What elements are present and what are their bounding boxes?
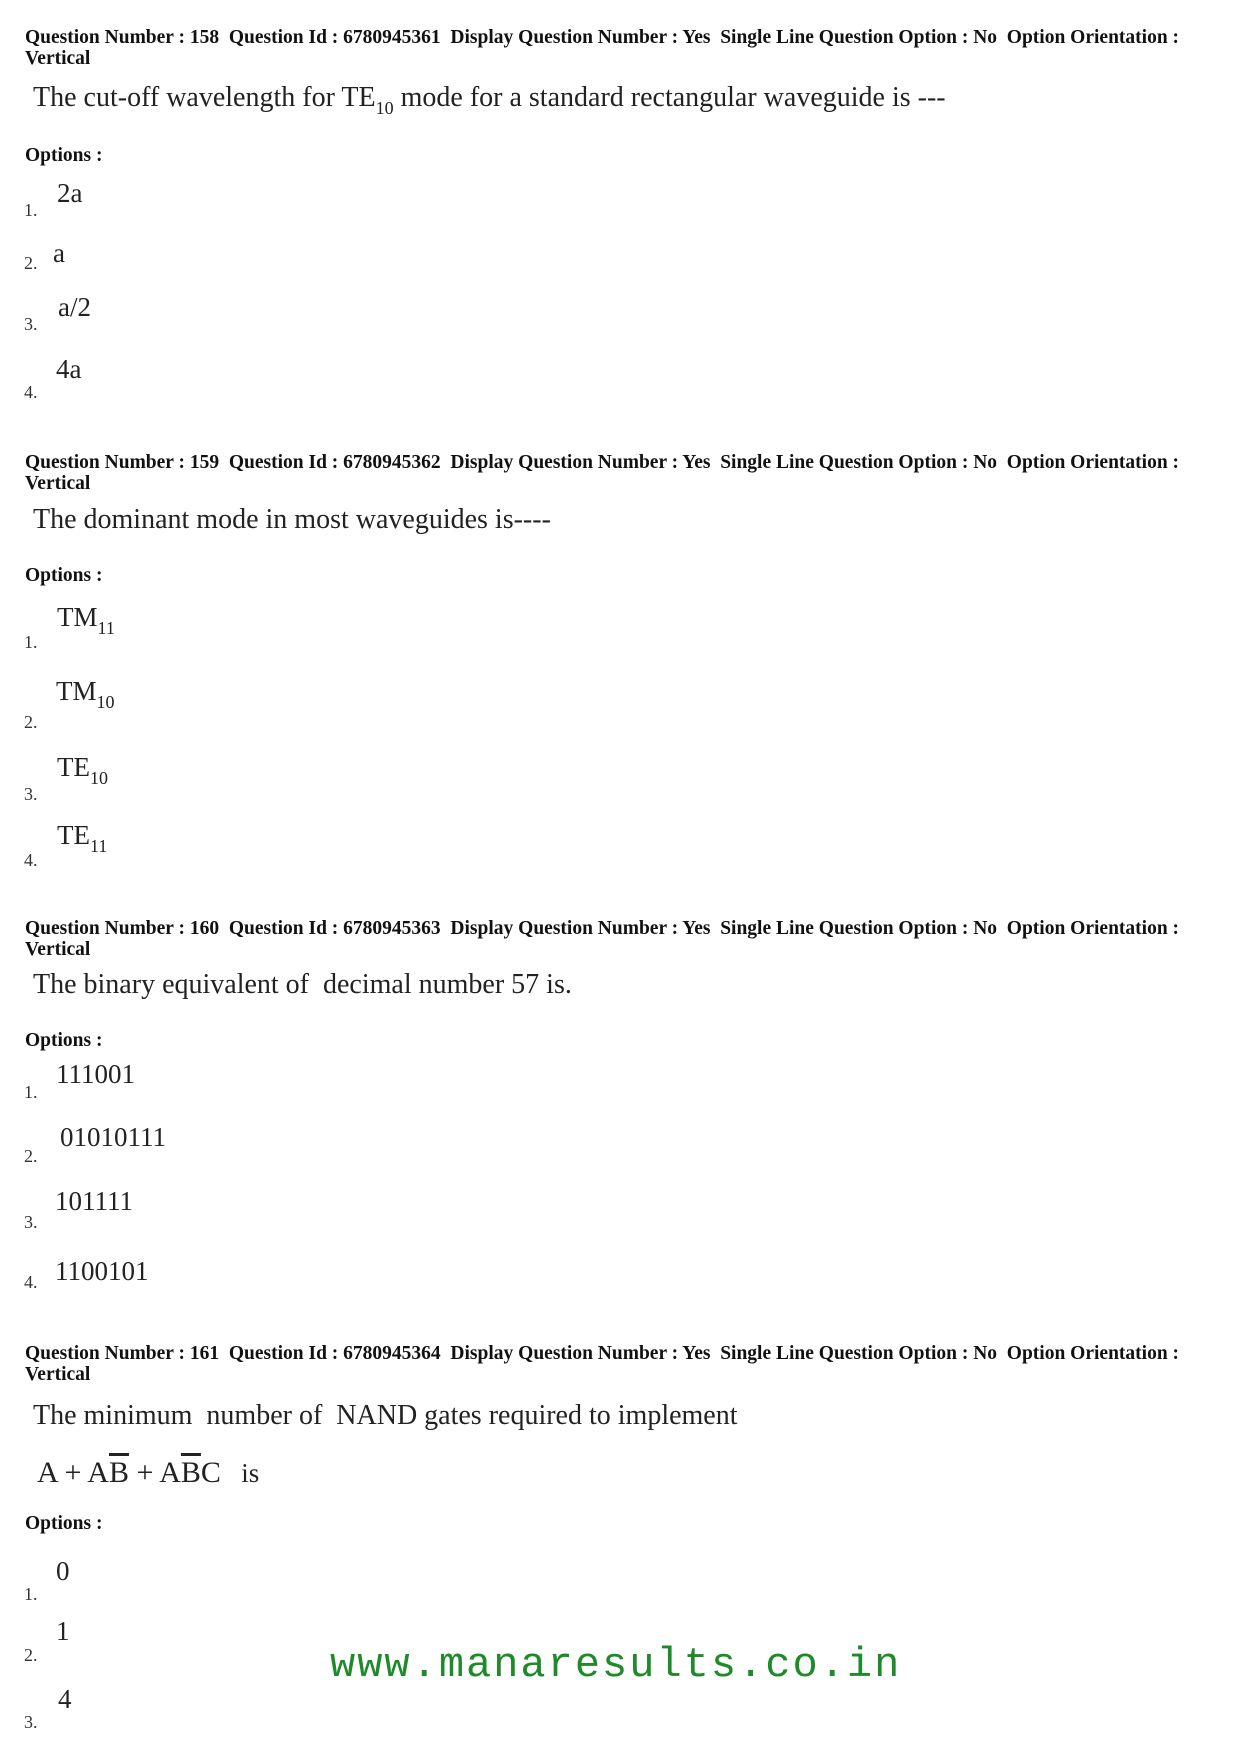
options-label: Options : <box>25 145 103 166</box>
options-label: Options : <box>25 1030 103 1051</box>
option-number: 2. <box>24 712 38 732</box>
formula-overline-part: $\overline{B}$ <box>108 1456 129 1489</box>
question-159-meta: Question Number : 159 Question Id : 6780945362 Display Question Number : Yes Single Line Question Option : No Option Orientation : Vertical <box>25 452 1184 494</box>
option-number: 3. <box>24 784 38 804</box>
option-text: TM <box>56 676 97 706</box>
option-number: 2. <box>24 1645 38 1665</box>
option-value: 0 <box>56 1556 70 1586</box>
option-value: 111001 <box>56 1059 135 1089</box>
option-value <box>57 752 108 788</box>
formula-part: A + A <box>37 1456 109 1489</box>
option-text: TE <box>57 820 90 850</box>
option-number: 4. <box>24 382 38 402</box>
question-159-text: The dominant mode in most waveguides is---- <box>33 504 551 535</box>
watermark: www.manaresults.co.in <box>330 1641 902 1689</box>
options-label: Options : <box>25 1513 103 1534</box>
question-text-part: The cut-off wavelength for TE <box>33 82 376 113</box>
option-value <box>57 820 108 856</box>
subscript: 11 <box>90 836 108 856</box>
formula-overline-part: $\overline{B}$ <box>180 1456 201 1489</box>
option-number: 4. <box>24 850 38 870</box>
subscript: 10 <box>96 692 115 712</box>
option-value: 1 <box>56 1616 70 1646</box>
option-number: 1. <box>24 200 38 220</box>
option-number: 1. <box>24 1584 38 1604</box>
option-value: 101111 <box>55 1186 133 1216</box>
option-value: 4 <box>58 1684 72 1714</box>
option-value: 4a <box>56 354 82 384</box>
option-value: 1100101 <box>55 1256 149 1286</box>
question-160-meta: Question Number : 160 Question Id : 6780945363 Display Question Number : Yes Single Line Question Option : No Option Orientation : Vertical <box>25 918 1184 960</box>
option-number: 1. <box>24 632 38 652</box>
option-number: 3. <box>24 1212 38 1232</box>
option-text: TE <box>57 752 90 782</box>
question-161-text: The minimum number of NAND gates required to implement <box>33 1400 738 1431</box>
option-text: TM <box>57 602 98 632</box>
option-number: 3. <box>24 1712 38 1732</box>
question-text-part: mode for a standard rectangular waveguide is --- <box>393 82 946 113</box>
option-value: a/2 <box>58 292 91 322</box>
subscript: 10 <box>90 768 108 788</box>
formula-part: is <box>220 1458 260 1488</box>
subscript: 11 <box>97 618 115 638</box>
formula-part: C <box>200 1456 221 1489</box>
option-number: 2. <box>24 253 38 273</box>
boolean-expression <box>37 1456 259 1490</box>
question-158-meta: Question Number : 158 Question Id : 6780945361 Display Question Number : Yes Single Line Question Option : No Option Orientation : Vertical <box>25 27 1184 69</box>
question-160-text: The binary equivalent of decimal number 57 is. <box>33 969 572 1000</box>
question-161-meta: Question Number : 161 Question Id : 6780945364 Display Question Number : Yes Single Line Question Option : No Option Orientation : Vertical <box>25 1343 1184 1385</box>
option-number: 4. <box>24 1272 38 1292</box>
formula-part: + A <box>128 1456 181 1489</box>
option-value: a <box>53 238 65 268</box>
option-number: 2. <box>24 1146 38 1166</box>
option-value: 2a <box>57 178 83 208</box>
options-label: Options : <box>25 565 103 586</box>
subscript: 10 <box>375 98 394 118</box>
option-number: 1. <box>24 1082 38 1102</box>
option-value <box>57 602 115 638</box>
option-number: 3. <box>24 314 38 334</box>
option-value <box>56 676 115 712</box>
question-158-text <box>33 82 946 116</box>
option-value: 01010111 <box>60 1122 166 1152</box>
